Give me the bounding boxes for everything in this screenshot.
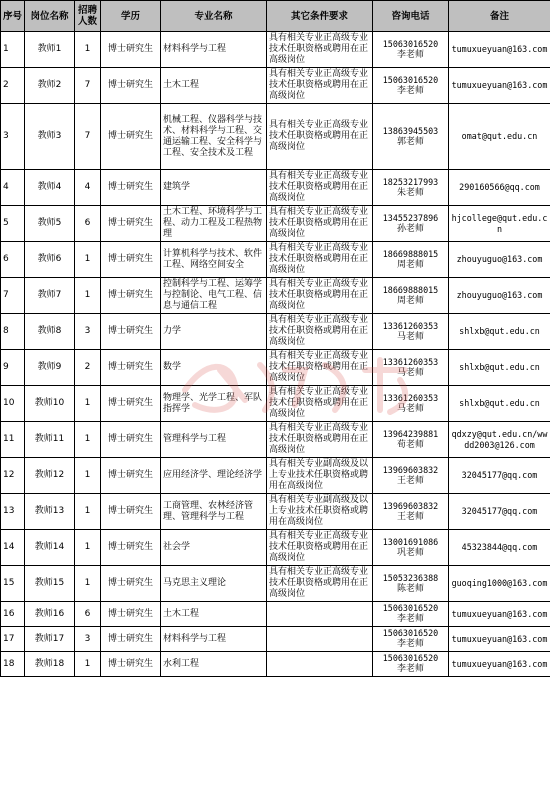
cell-requirements: 具有相关专业正高级专业技术任职资格或聘用在正高级岗位 [267, 350, 373, 386]
header-requirements: 其它条件要求 [267, 1, 373, 32]
contact-name: 周老师 [396, 259, 424, 270]
phone-number: 15053236388 [382, 572, 439, 583]
cell-count: 1 [75, 422, 101, 458]
cell-major: 控制科学与工程、运筹学与控制论、电气工程、信息与通信工程 [161, 278, 267, 314]
cell-major: 力学 [161, 314, 267, 350]
phone-number: 13361260353 [382, 356, 439, 367]
cell-phone [373, 422, 449, 458]
cell-requirements: 具有相关专业正高级专业技术任职资格或聘用在正高级岗位 [267, 530, 373, 566]
cell-phone [373, 494, 449, 530]
header-education: 学历 [101, 1, 161, 32]
cell-phone [373, 566, 449, 602]
cell-phone [373, 68, 449, 104]
contact-name: 李老师 [396, 49, 424, 60]
cell-count: 3 [75, 627, 101, 652]
header-major: 专业名称 [161, 1, 267, 32]
cell-major: 材料科学与工程 [161, 32, 267, 68]
cell-note: 45323844@qq.com [449, 530, 550, 566]
cell-requirements: 具有相关专业正高级专业技术任职资格或聘用在正高级岗位 [267, 566, 373, 602]
cell-seq: 12 [1, 458, 25, 494]
cell-major: 管理科学与工程 [161, 422, 267, 458]
cell-post: 教师15 [25, 566, 75, 602]
contact-name: 王老师 [396, 511, 424, 522]
phone-number: 13361260353 [382, 392, 439, 403]
cell-post: 教师3 [25, 104, 75, 170]
table-row [1, 350, 550, 386]
table-row [1, 314, 550, 350]
cell-education: 博士研究生 [101, 458, 161, 494]
cell-count: 1 [75, 32, 101, 68]
cell-post: 教师14 [25, 530, 75, 566]
cell-major: 材料科学与工程 [161, 627, 267, 652]
contact-name: 李老师 [396, 85, 424, 96]
table-row [1, 206, 550, 242]
contact-name: 李老师 [396, 614, 424, 624]
phone-number: 13969603832 [382, 464, 439, 475]
cell-note: guoqing1000@163.com [449, 566, 550, 602]
cell-education: 博士研究生 [101, 206, 161, 242]
cell-post: 教师5 [25, 206, 75, 242]
table-row [1, 494, 550, 530]
header-seq: 序号 [1, 1, 25, 32]
cell-requirements: 具有相关专业正高级专业技术任职资格或聘用在正高级岗位 [267, 104, 373, 170]
cell-seq: 1 [1, 32, 25, 68]
cell-note: tumuxueyuan@163.com [449, 32, 550, 68]
contact-name: 朱老师 [396, 187, 424, 198]
cell-note: hjcollege@qut.edu.cn [449, 206, 550, 242]
table-row [1, 278, 550, 314]
table-row [1, 652, 550, 677]
cell-note: tumuxueyuan@163.com [449, 68, 550, 104]
table-row [1, 104, 550, 170]
phone-number: 15063016520 [382, 38, 439, 49]
cell-education: 博士研究生 [101, 386, 161, 422]
cell-requirements [267, 602, 373, 627]
contact-name: 巩老师 [396, 547, 424, 558]
cell-post: 教师13 [25, 494, 75, 530]
cell-requirements [267, 627, 373, 652]
cell-education: 博士研究生 [101, 104, 161, 170]
phone-number: 18253217993 [382, 176, 439, 187]
cell-phone [373, 602, 449, 627]
cell-post: 教师9 [25, 350, 75, 386]
table-row [1, 422, 550, 458]
header-phone: 咨询电话 [373, 1, 449, 32]
cell-education: 博士研究生 [101, 68, 161, 104]
cell-count: 1 [75, 530, 101, 566]
cell-major: 数学 [161, 350, 267, 386]
cell-requirements: 具有相关专业正高级专业技术任职资格或聘用在正高级岗位 [267, 278, 373, 314]
phone-number: 13361260353 [382, 320, 439, 331]
cell-education: 博士研究生 [101, 494, 161, 530]
cell-post: 教师16 [25, 602, 75, 627]
contact-name: 陈老师 [396, 583, 424, 594]
cell-major: 计算机科学与技术、软件工程、网络空间安全 [161, 242, 267, 278]
table-body [1, 32, 550, 677]
cell-requirements: 具有相关专业正高级专业技术任职资格或聘用在正高级岗位 [267, 314, 373, 350]
cell-phone [373, 627, 449, 652]
cell-education: 博士研究生 [101, 566, 161, 602]
phone-number: 15063016520 [382, 653, 439, 663]
contact-name: 马老师 [396, 367, 424, 378]
cell-post: 教师10 [25, 386, 75, 422]
cell-phone [373, 242, 449, 278]
cell-post: 教师7 [25, 278, 75, 314]
table-row [1, 170, 550, 206]
cell-education: 博士研究生 [101, 242, 161, 278]
cell-seq: 7 [1, 278, 25, 314]
cell-seq: 18 [1, 652, 25, 677]
phone-number: 13964239881 [382, 428, 439, 439]
cell-note: tumuxueyuan@163.com [449, 602, 550, 627]
cell-count: 1 [75, 566, 101, 602]
cell-education: 博士研究生 [101, 602, 161, 627]
cell-note: zhouyuguo@163.com [449, 242, 550, 278]
cell-note: omat@qut.edu.cn [449, 104, 550, 170]
cell-phone [373, 278, 449, 314]
cell-note: 32045177@qq.com [449, 494, 550, 530]
contact-name: 郭老师 [396, 136, 424, 147]
phone-number: 18669888015 [382, 248, 439, 259]
cell-requirements: 具有相关专业正高级专业技术任职资格或聘用在正高级岗位 [267, 32, 373, 68]
cell-post: 教师8 [25, 314, 75, 350]
cell-education: 博士研究生 [101, 530, 161, 566]
cell-major: 土木工程 [161, 68, 267, 104]
cell-count: 2 [75, 350, 101, 386]
cell-note: 290160566@qq.com [449, 170, 550, 206]
cell-major: 机械工程、仪器科学与技术、材料科学与工程、交通运输工程、安全科学与工程、安全技术及工程 [161, 104, 267, 170]
cell-education: 博士研究生 [101, 350, 161, 386]
phone-number: 13455237896 [382, 212, 439, 223]
table-row [1, 627, 550, 652]
cell-requirements: 具有相关专业正高级专业技术任职资格或聘用在正高级岗位 [267, 242, 373, 278]
cell-education: 博士研究生 [101, 652, 161, 677]
header-post: 岗位名称 [25, 1, 75, 32]
cell-requirements: 具有相关专业副高级及以上专业技术任职资格或聘用在高级岗位 [267, 494, 373, 530]
phone-number: 15063016520 [382, 628, 439, 638]
contact-name: 李老师 [396, 664, 424, 674]
cell-post: 教师1 [25, 32, 75, 68]
cell-seq: 2 [1, 68, 25, 104]
cell-note: zhouyuguo@163.com [449, 278, 550, 314]
cell-phone [373, 652, 449, 677]
cell-note: shlxb@qut.edu.cn [449, 350, 550, 386]
cell-phone [373, 104, 449, 170]
cell-major: 工商管理、农林经济管理、管理科学与工程 [161, 494, 267, 530]
cell-seq: 11 [1, 422, 25, 458]
cell-education: 博士研究生 [101, 314, 161, 350]
phone-number: 13969603832 [382, 500, 439, 511]
table-row [1, 32, 550, 68]
header-count: 招聘人数 [75, 1, 101, 32]
cell-note: 32045177@qq.com [449, 458, 550, 494]
contact-name: 马老师 [396, 331, 424, 342]
phone-number: 13863945503 [382, 125, 439, 136]
cell-seq: 3 [1, 104, 25, 170]
cell-count: 6 [75, 206, 101, 242]
cell-major: 社会学 [161, 530, 267, 566]
contact-name: 马老师 [396, 403, 424, 414]
cell-major: 建筑学 [161, 170, 267, 206]
cell-count: 7 [75, 68, 101, 104]
cell-phone [373, 350, 449, 386]
header-note: 备注 [449, 1, 550, 32]
cell-post: 教师6 [25, 242, 75, 278]
cell-phone [373, 170, 449, 206]
cell-major: 应用经济学、理论经济学 [161, 458, 267, 494]
table-row [1, 566, 550, 602]
cell-seq: 13 [1, 494, 25, 530]
cell-note: tumuxueyuan@163.com [449, 627, 550, 652]
cell-count: 4 [75, 170, 101, 206]
cell-count: 1 [75, 494, 101, 530]
cell-seq: 14 [1, 530, 25, 566]
contact-name: 荀老师 [396, 439, 424, 450]
cell-major: 马克思主义理论 [161, 566, 267, 602]
cell-phone [373, 32, 449, 68]
cell-count: 1 [75, 242, 101, 278]
contact-name: 王老师 [396, 475, 424, 486]
cell-requirements: 具有相关专业正高级专业技术任职资格或聘用在正高级岗位 [267, 422, 373, 458]
cell-post: 教师12 [25, 458, 75, 494]
contact-name: 周老师 [396, 295, 424, 306]
cell-phone [373, 386, 449, 422]
cell-major: 土木工程 [161, 602, 267, 627]
cell-seq: 5 [1, 206, 25, 242]
cell-seq: 4 [1, 170, 25, 206]
cell-education: 博士研究生 [101, 32, 161, 68]
cell-seq: 15 [1, 566, 25, 602]
cell-count: 6 [75, 602, 101, 627]
cell-education: 博士研究生 [101, 422, 161, 458]
cell-requirements [267, 652, 373, 677]
table-row [1, 458, 550, 494]
cell-requirements: 具有相关专业正高级专业技术任职资格或聘用在正高级岗位 [267, 386, 373, 422]
phone-number: 15063016520 [382, 603, 439, 613]
cell-count: 1 [75, 278, 101, 314]
cell-count: 1 [75, 652, 101, 677]
phone-number: 15063016520 [382, 74, 439, 85]
cell-post: 教师11 [25, 422, 75, 458]
cell-seq: 9 [1, 350, 25, 386]
cell-major: 土木工程、环境科学与工程、动力工程及工程热物理 [161, 206, 267, 242]
contact-name: 孙老师 [396, 223, 424, 234]
cell-note: shlxb@qut.edu.cn [449, 314, 550, 350]
table-row [1, 530, 550, 566]
cell-requirements: 具有相关专业正高级专业技术任职资格或聘用在正高级岗位 [267, 170, 373, 206]
cell-seq: 8 [1, 314, 25, 350]
table-row [1, 68, 550, 104]
cell-education: 博士研究生 [101, 278, 161, 314]
cell-note: shlxb@qut.edu.cn [449, 386, 550, 422]
cell-phone [373, 314, 449, 350]
cell-note: qdxzy@qut.edu.cn/wwdd2003@126.com [449, 422, 550, 458]
cell-post: 教师17 [25, 627, 75, 652]
cell-seq: 16 [1, 602, 25, 627]
cell-major: 水利工程 [161, 652, 267, 677]
cell-phone [373, 458, 449, 494]
cell-count: 3 [75, 314, 101, 350]
cell-count: 1 [75, 458, 101, 494]
cell-requirements: 具有相关专业正高级专业技术任职资格或聘用在正高级岗位 [267, 68, 373, 104]
cell-phone [373, 530, 449, 566]
cell-post: 教师4 [25, 170, 75, 206]
cell-post: 教师2 [25, 68, 75, 104]
cell-requirements: 具有相关专业副高级及以上专业技术任职资格或聘用在高级岗位 [267, 458, 373, 494]
cell-count: 7 [75, 104, 101, 170]
header-row [1, 1, 550, 32]
cell-count: 1 [75, 386, 101, 422]
table-row [1, 386, 550, 422]
table-row [1, 242, 550, 278]
cell-note: tumuxueyuan@163.com [449, 652, 550, 677]
cell-phone [373, 206, 449, 242]
cell-seq: 10 [1, 386, 25, 422]
cell-education: 博士研究生 [101, 170, 161, 206]
cell-major: 物理学、光学工程、军队指挥学 [161, 386, 267, 422]
cell-requirements: 具有相关专业正高级专业技术任职资格或聘用在正高级岗位 [267, 206, 373, 242]
cell-seq: 17 [1, 627, 25, 652]
cell-education: 博士研究生 [101, 627, 161, 652]
contact-name: 李老师 [396, 639, 424, 649]
cell-seq: 6 [1, 242, 25, 278]
phone-number: 13001691086 [382, 536, 439, 547]
phone-number: 18669888015 [382, 284, 439, 295]
cell-post: 教师18 [25, 652, 75, 677]
table-row [1, 602, 550, 627]
